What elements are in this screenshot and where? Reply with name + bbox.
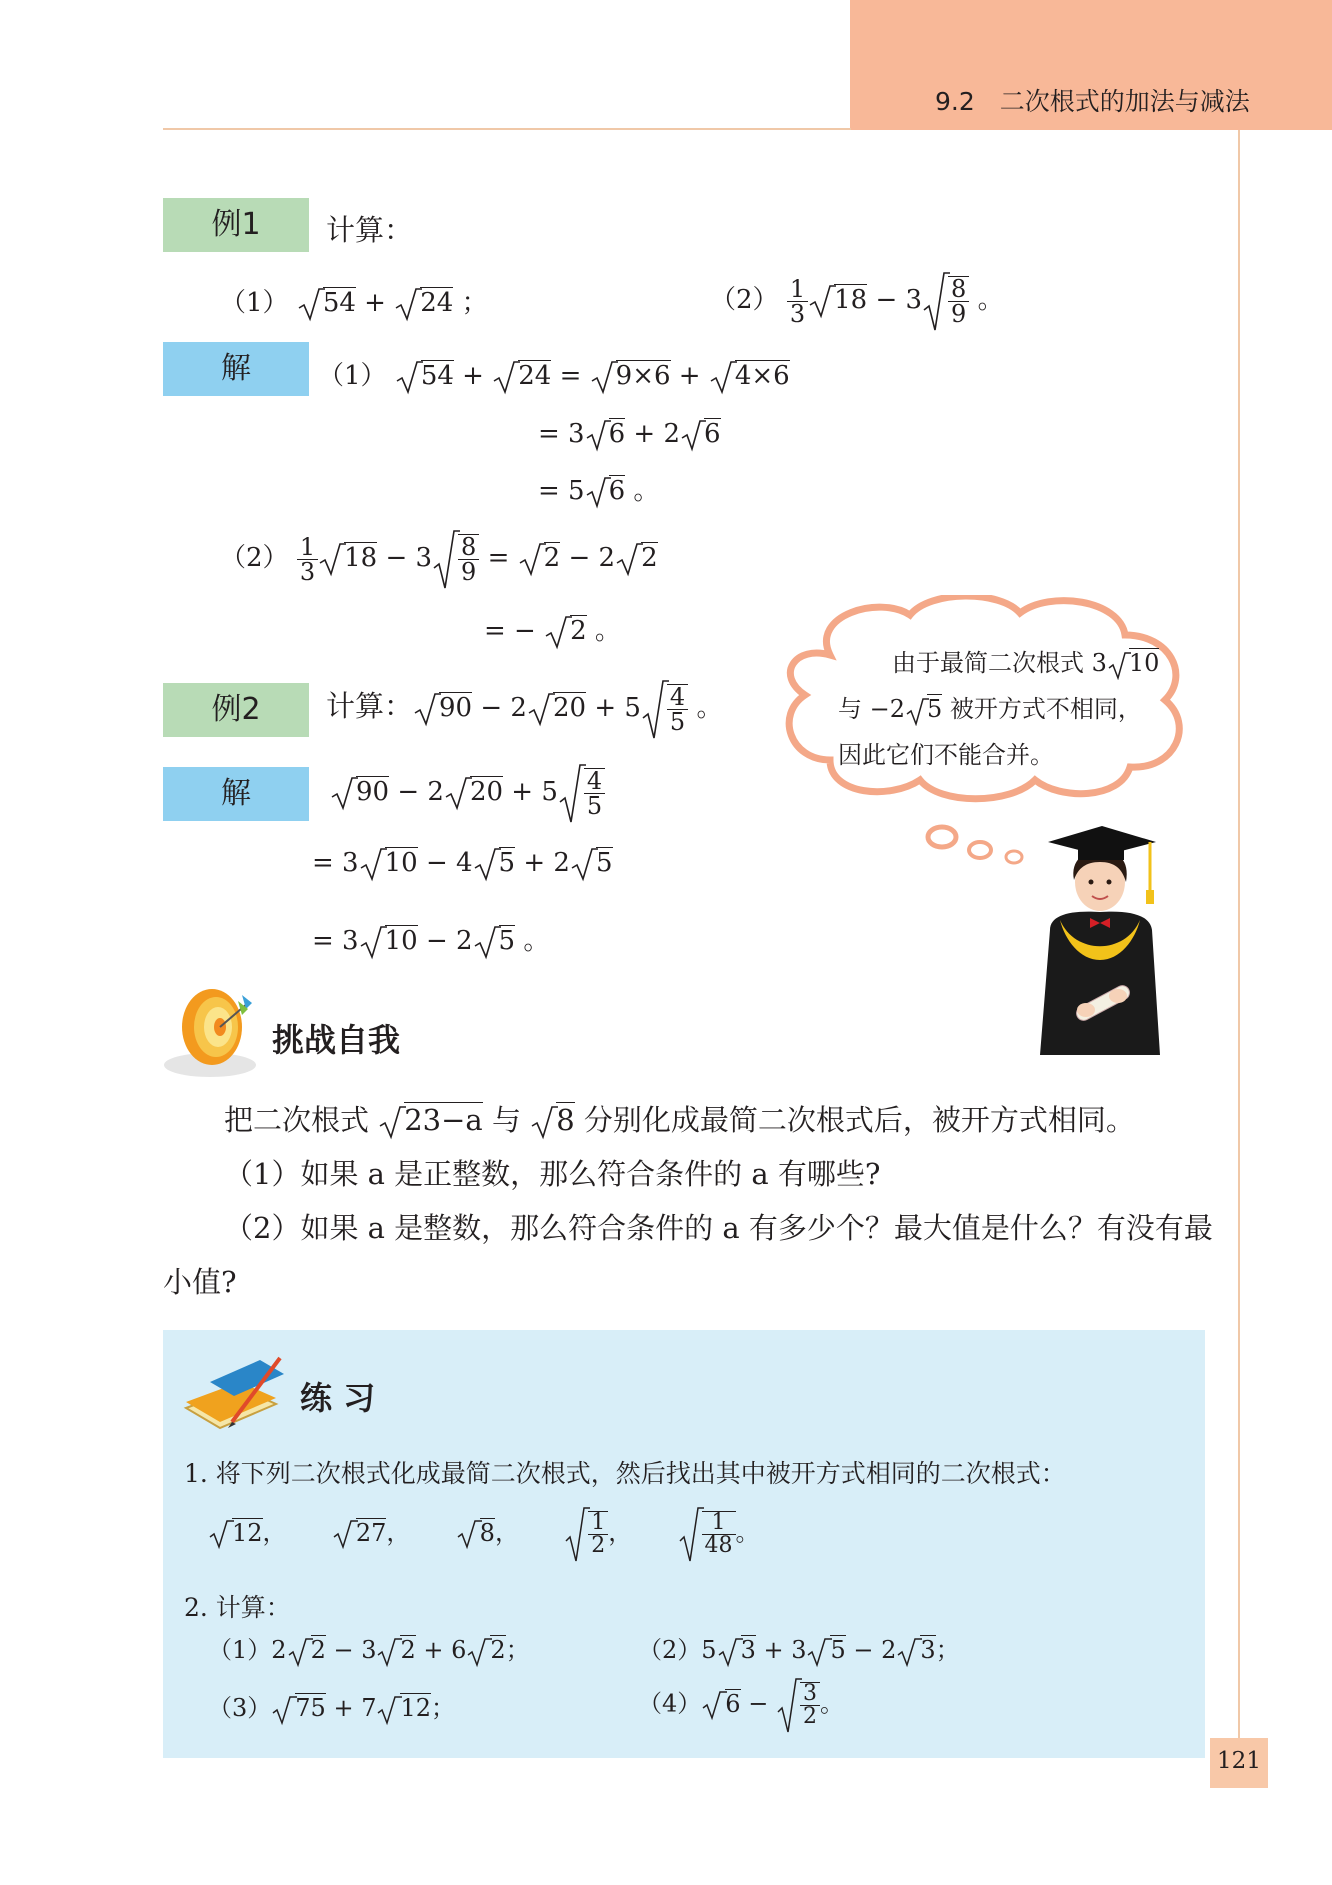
challenge-intro: 把二次根式 23−a 与 8 分别化成最简二次根式后，被开方式相同。 [224,1103,1135,1137]
practice-item-2: 2. 计算： [184,1593,291,1622]
practice-item-2-sub-1: （1）2 2 − 3 2 + 6 2； [208,1636,530,1664]
books-pencil-icon [180,1352,290,1432]
practice-item-1: 1. 将下列二次根式化成最简二次根式，然后找出其中被开方式相同的二次根式： [184,1459,1066,1488]
solution-2-line-2: = 3 10 − 4 5 + 2 5 [312,848,613,878]
example-1-tag: 例1 [163,198,309,252]
example-2-question: 计算： 90 − 2 20 + 5 $\frac{4}{5}$ 。 [326,683,723,736]
solution-1-line-2: = 3 6 + 2 6 [538,419,721,449]
challenge-question-2-continued: 小值? [163,1265,237,1299]
solution-1-line-4: （2） $\frac{1}{3}$ 18 − 3 $\frac{8}{9}$ = 2 − 2 2 [220,532,658,586]
challenge-question-1: （1）如果 a 是正整数，那么符合条件的 a 有哪些? [224,1157,881,1191]
challenge-heading: 挑战自我 [272,1021,401,1059]
section-title: 9.2 二次根式的加法与减法 [935,87,1250,116]
practice-item-2-sub-3: （3） 75 + 7 12； [208,1694,456,1722]
example-1-question-1: （1） 54 + 24 ； [220,288,488,318]
example-1-prompt: 计算： [326,213,414,247]
solution-1-line-5: = − 2 。 [484,616,621,646]
target-icon [160,985,260,1080]
practice-item-2-sub-2: （2）5 3 + 3 5 − 2 3； [638,1636,960,1664]
example-2-tag: 例2 [163,683,309,737]
solution-2-line-1: 90 − 2 20 + 5 $\frac{4}{5}$ [330,762,605,824]
example-1-question-2: （2） $\frac{1}{3}$ 18 − 3 $\frac{8}{9}$ 。 [710,274,1004,328]
practice-item-1-radicals: 12， 27， 8， $\frac{1}{2}$ ， $\frac{1}{48}$ 。 [208,1505,760,1563]
graduate-girl-illustration [1030,820,1170,1055]
solution-1-tag: 解 [163,342,309,396]
challenge-question-2: （2）如果 a 是整数，那么符合条件的 a 有多少个？最大值是什么？有没有最 [224,1211,1213,1245]
solution-1-line-3: = 5 6 。 [538,476,660,506]
practice-item-2-sub-4: （4） 6 − $\frac{3}{2}$ 。 [638,1676,844,1734]
header-rule [163,128,851,130]
practice-heading: 练 习 [300,1379,376,1417]
solution-2-tag: 解 [163,767,309,821]
cloud-text: 由于最简二次根式 3 10 与 −2 5 被开方式不相同， 因此它们不能合并。 [838,649,1160,769]
solution-1-line-1: （1） 54 + 24 = 9×6 + 4×6 [318,361,790,391]
page-number: 121 [1217,1748,1261,1774]
solution-2-line-3: = 3 10 − 2 5 。 [312,926,550,956]
right-margin-rule [1238,130,1240,1740]
